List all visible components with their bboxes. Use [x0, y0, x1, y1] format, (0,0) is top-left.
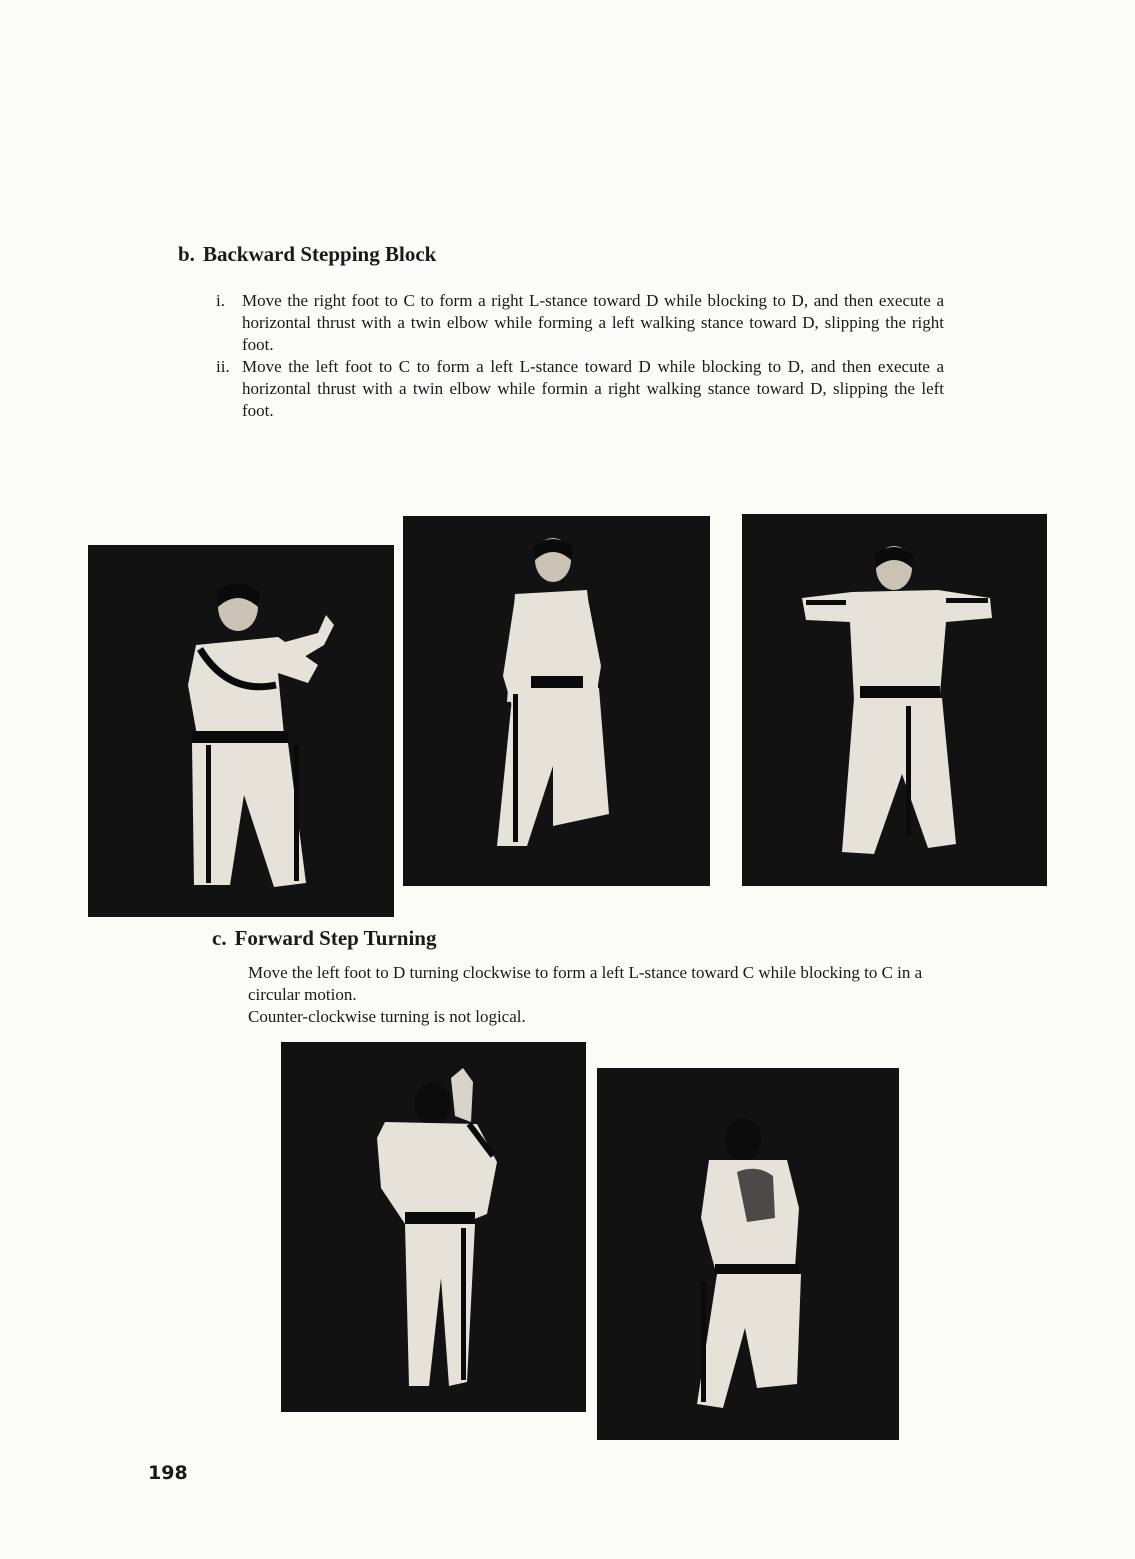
- section-c-line: Move the left foot to D turning clockwise to form a left L-stance toward C while blocking to C in a circular motion.: [248, 963, 923, 1004]
- section-c-heading: [212, 926, 436, 951]
- section-c-line: Counter-clockwise turning is not logical.: [248, 1007, 526, 1026]
- photo-b-3: [742, 514, 1047, 886]
- list-item-number: i.: [216, 291, 225, 310]
- page-number: 198: [148, 1462, 188, 1484]
- section-b-title: Backward Stepping Block: [202, 242, 437, 266]
- martial-artist-figure: [597, 1068, 899, 1440]
- photo-b-2: [403, 516, 710, 886]
- martial-artist-figure: [88, 545, 394, 917]
- photo-c-2: [597, 1068, 899, 1440]
- section-c-marker: c.: [212, 926, 227, 950]
- list-item-text: Move the left foot to C to form a left L-stance toward D while blocking to D, and then execute a horizontal thrust with a twin elbow while formin a right walking stance toward D, slipping the left foot.: [242, 357, 944, 420]
- list-item-number: ii.: [216, 357, 230, 376]
- martial-artist-figure: [281, 1042, 586, 1412]
- martial-artist-figure: [403, 516, 710, 886]
- section-b-heading: [178, 242, 436, 267]
- martial-artist-figure: [742, 514, 1047, 886]
- photo-c-1: [281, 1042, 586, 1412]
- section-c-title: Forward Step Turning: [234, 926, 437, 950]
- list-item-text: Move the right foot to C to form a right L-stance toward D while blocking to D, and then execute a horizontal thrust with a twin elbow while forming a left walking stance toward D, slipping the right foot.: [242, 291, 944, 354]
- list-item: [216, 290, 944, 356]
- section-c-body: [248, 962, 976, 1028]
- section-b-marker: b.: [178, 242, 195, 266]
- list-item: [216, 356, 944, 422]
- photo-b-1: [88, 545, 394, 917]
- section-b-list: [216, 290, 944, 422]
